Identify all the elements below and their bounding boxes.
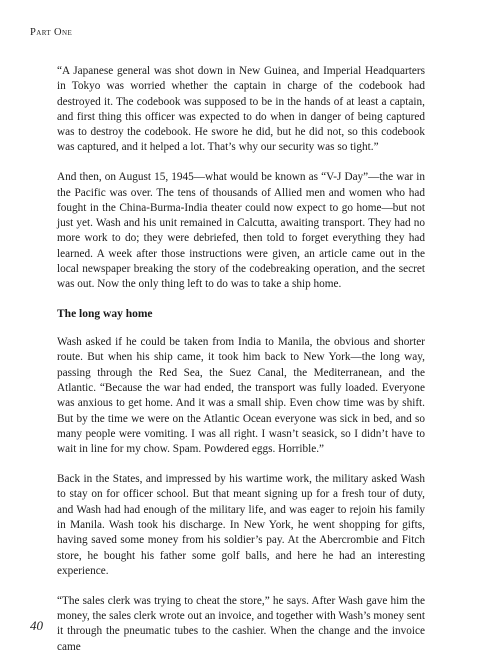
- section-heading: The long way home: [57, 308, 153, 321]
- body-text: [57, 64, 425, 669]
- paragraph-back-in-states: Back in the States, and impressed by his wartime work, the military asked Wash to stay on for officer school. But that meant signing up for a fresh tour of duty, and Wash had had enough of the military life, and was eager to rejoin his family in Manila. Wash took his discharge. In New York, he went shopping for gifts, having saved some money from his soldier’s pay. At the Abercrombie and Fitch store, he bought his father some golf balls, and here he had an interesting experience.: [57, 473, 425, 577]
- paragraph-general-codebook: “A Japanese general was shot down in New Guinea, and Imperial Headquarters in Tokyo was worried whether the captain in charge of the codebook had destroyed it. The codebook was supposed to be in the hands of at least a captain, and first thing this officer was expected to do when in danger of being captured was to destroy the codebook. He swore he did, but he did not, so this codebook was captured, and it helped a lot. That’s why our security was so tight.”: [57, 65, 425, 154]
- paragraph-vj-day: And then, on August 15, 1945—what would be known as “V-J Day”—the war in the Pacific was over. The tens of thousands of Allied men and women who had fought in the China-Burma-India theater could now expect to go home—but not just yet. Wash and his unit remained in Calcutta, awaiting transport. They had no more work to do; they were debriefed, then told to forget everything they had learned. A week after those instructions were given, an article came out in the local newspaper breaking the story of the codebreaking operation, and the secret was out. Now the only thing left to do was to take a ship home.: [57, 171, 425, 291]
- page-number: 40: [30, 618, 43, 633]
- running-head: Part One: [30, 27, 73, 38]
- paragraph-ship-home: Wash asked if he could be taken from India to Manila, the obvious and shorter route. But when his ship came, it took him back to New York—the long way, passing through the Red Sea, the Suez Canal, the Mediterranean, and the Atlantic. “Because the war had ended, the transport was fully loaded. Everyone was anxious to get home. And it was a small ship. Even chow time was by shift. But by the time we were on the Atlantic Ocean everyone was sick in bed, and so many people were vomiting. I was all right. I wasn’t seasick, so I didn’t have to wait in line for my chow. Spam. Powdered eggs. Horrible.”: [57, 336, 425, 456]
- paragraph-sales-clerk: “The sales clerk was trying to cheat the store,” he says. After Wash gave him the money, the sales clerk wrote out an invoice, and together with Wash’s money sent it through the pneumatic tubes to the cashier. When the change and the invoice came: [57, 594, 425, 653]
